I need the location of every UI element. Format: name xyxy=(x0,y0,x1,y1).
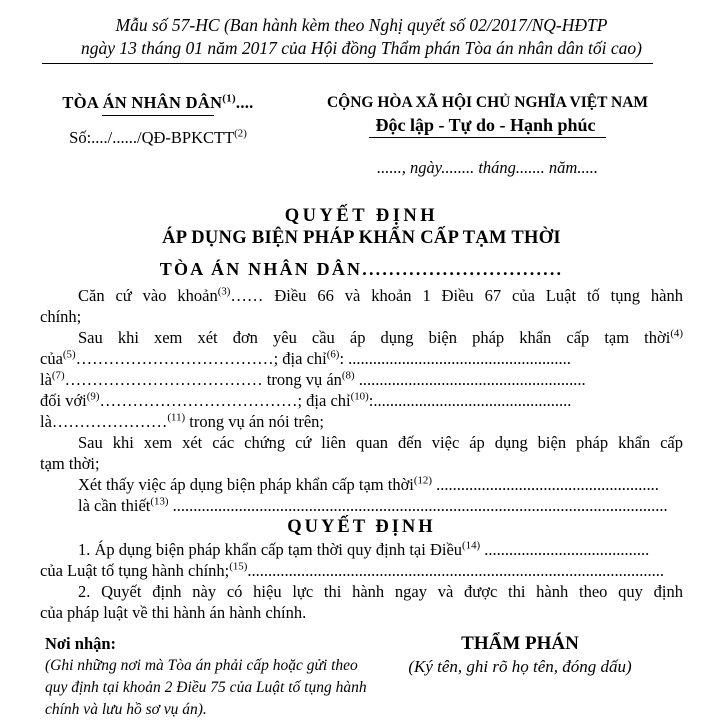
form-line xyxy=(40,285,683,306)
recipients-label: Nơi nhận: xyxy=(45,634,117,653)
footnote-marker: (9) xyxy=(86,390,100,403)
text-segment: 2. Quyết định này có hiệu lực thi hành ngay và được thi hành theo quy định xyxy=(78,582,683,601)
judge-signing-note: (Ký tên, ghi rõ họ tên, đóng dấu) xyxy=(408,657,632,676)
text-segment: Sau khi xem xét các chứng cứ liên quan đến việc áp dụng biện pháp khẩn cấp xyxy=(78,433,683,452)
document-number xyxy=(40,128,276,148)
text-segment: Số:..../....../QĐ-BPKCTT xyxy=(69,128,235,147)
text-segment: TÒA ÁN NHÂN DÂN xyxy=(62,93,223,112)
text-segment: là cần thiết xyxy=(78,496,151,515)
text-segment: trong vụ án xyxy=(262,370,342,389)
form-line xyxy=(40,327,683,348)
footnote-marker: (12) xyxy=(413,474,432,487)
footnote-marker: (4) xyxy=(670,327,683,340)
form-line xyxy=(40,581,683,602)
decision-heading: QUYẾT ĐỊNH xyxy=(287,517,436,537)
header-divider-line xyxy=(42,63,653,64)
text-segment: Xét thấy việc áp dụng biện pháp khẩn cấp tạm thời xyxy=(78,475,414,494)
form-line xyxy=(40,539,683,560)
text-segment: ……………………………… xyxy=(64,370,263,389)
form-line xyxy=(40,348,683,369)
text-segment: ………………… xyxy=(51,412,168,431)
document-footer xyxy=(40,633,683,721)
document-header xyxy=(40,93,683,178)
recipients-block xyxy=(45,633,385,721)
footnote-marker: (15) xyxy=(229,560,248,573)
footnote-marker: (10) xyxy=(350,390,369,403)
issuing-court-line: TÒA ÁN NHÂN DÂN.............................. xyxy=(159,259,564,279)
form-line xyxy=(40,495,683,516)
text-segment: ; địa chỉ xyxy=(297,391,351,410)
form-line xyxy=(40,390,683,411)
footnote-marker: (3) xyxy=(217,285,231,298)
title-subject: ÁP DỤNG BIỆN PHÁP KHẨN CẤP TẠM THỜI xyxy=(162,228,561,248)
national-title: CỘNG HÒA XÃ HỘI CHỦ NGHĨA VIỆT NAM xyxy=(326,94,649,111)
title-decision: QUYẾT ĐỊNH xyxy=(284,206,439,226)
judge-title: THẨM PHÁN xyxy=(461,633,579,654)
text-segment: ……………………………… xyxy=(75,349,274,368)
text-segment: trong vụ án nói trên; xyxy=(185,412,324,431)
form-line xyxy=(40,432,683,453)
text-segment: ........................................ xyxy=(480,540,650,559)
footnote-marker: (8) xyxy=(341,369,355,382)
text-segment: ..................................................................................................... xyxy=(247,561,664,580)
form-note-line-1: Mẫu số 57-HC (Ban hành kèm theo Nghị quyết số 02/2017/NQ-HĐTP xyxy=(115,15,608,35)
footnote-marker: (11) xyxy=(167,411,186,424)
text-segment: là xyxy=(40,412,52,431)
footnote-marker: (14) xyxy=(462,539,481,552)
recipients-note: (Ghi những nơi mà Tòa án phải cấp hoặc gửi theo quy định tại khoản 2 Điều 75 của Luật tố tụng hành chính và lưu hồ sơ vụ án). xyxy=(45,657,367,718)
footnote-marker: (1) xyxy=(222,92,236,105)
text-segment: …… Điều 66 và khoản 1 Điều 67 của Luật tố tụng hành xyxy=(230,286,683,305)
body-section-1 xyxy=(40,285,683,516)
text-segment: đối với xyxy=(40,391,87,410)
footnote-marker: (5) xyxy=(62,348,76,361)
national-motto: Độc lập - Tự do - Hạnh phúc xyxy=(369,114,605,138)
text-segment: là xyxy=(40,370,52,389)
form-line xyxy=(40,306,683,327)
text-segment: : ...................................................... xyxy=(339,349,571,368)
text-segment: của xyxy=(40,349,63,368)
footnote-marker: (2) xyxy=(234,127,247,140)
form-number-note xyxy=(40,0,683,60)
body-section-2 xyxy=(40,539,683,623)
text-segment: Căn cứ vào khoản xyxy=(78,286,218,305)
text-segment: ....................................................... xyxy=(354,370,586,389)
text-segment: tạm thời; xyxy=(40,454,100,473)
text-segment: của Luật tố tụng hành chính; xyxy=(40,561,230,580)
text-segment: chính; xyxy=(40,307,82,326)
form-line xyxy=(40,411,683,432)
text-segment: ……………………………… xyxy=(99,391,298,410)
form-note-line-2: ngày 13 tháng 01 năm 2017 của Hội đồng Thẩm phán Tòa án nhân dân tối cao) xyxy=(81,38,642,58)
footnote-marker: (13) xyxy=(150,495,169,508)
court-name xyxy=(40,93,276,113)
footnote-marker: (6) xyxy=(326,348,340,361)
footnote-marker: (7) xyxy=(51,369,65,382)
signature-block xyxy=(385,633,655,721)
text-segment: .... xyxy=(235,93,254,112)
text-segment: :................................................ xyxy=(368,391,572,410)
court-name-underline xyxy=(102,115,214,116)
text-segment: 1. Áp dụng biện pháp khẩn cấp tạm thời quy định tại Điều xyxy=(78,540,463,559)
form-line xyxy=(40,560,683,581)
place-date-line: ......, ngày........ tháng....... năm..... xyxy=(377,158,598,177)
form-line xyxy=(40,602,683,623)
text-segment: ........................................................................................................................ xyxy=(168,496,668,515)
form-line xyxy=(40,453,683,474)
form-line xyxy=(40,369,683,390)
text-segment: ; địa chỉ xyxy=(273,349,327,368)
national-header-block xyxy=(304,93,671,178)
form-line xyxy=(40,474,683,495)
document-title xyxy=(40,205,683,249)
text-segment: của pháp luật về thi hành án hành chính. xyxy=(40,603,307,622)
court-header-block xyxy=(40,93,276,178)
text-segment: ...................................................... xyxy=(432,475,659,494)
text-segment: Sau khi xem xét đơn yêu cầu áp dụng biện pháp khẩn cấp tạm thời xyxy=(78,328,671,347)
